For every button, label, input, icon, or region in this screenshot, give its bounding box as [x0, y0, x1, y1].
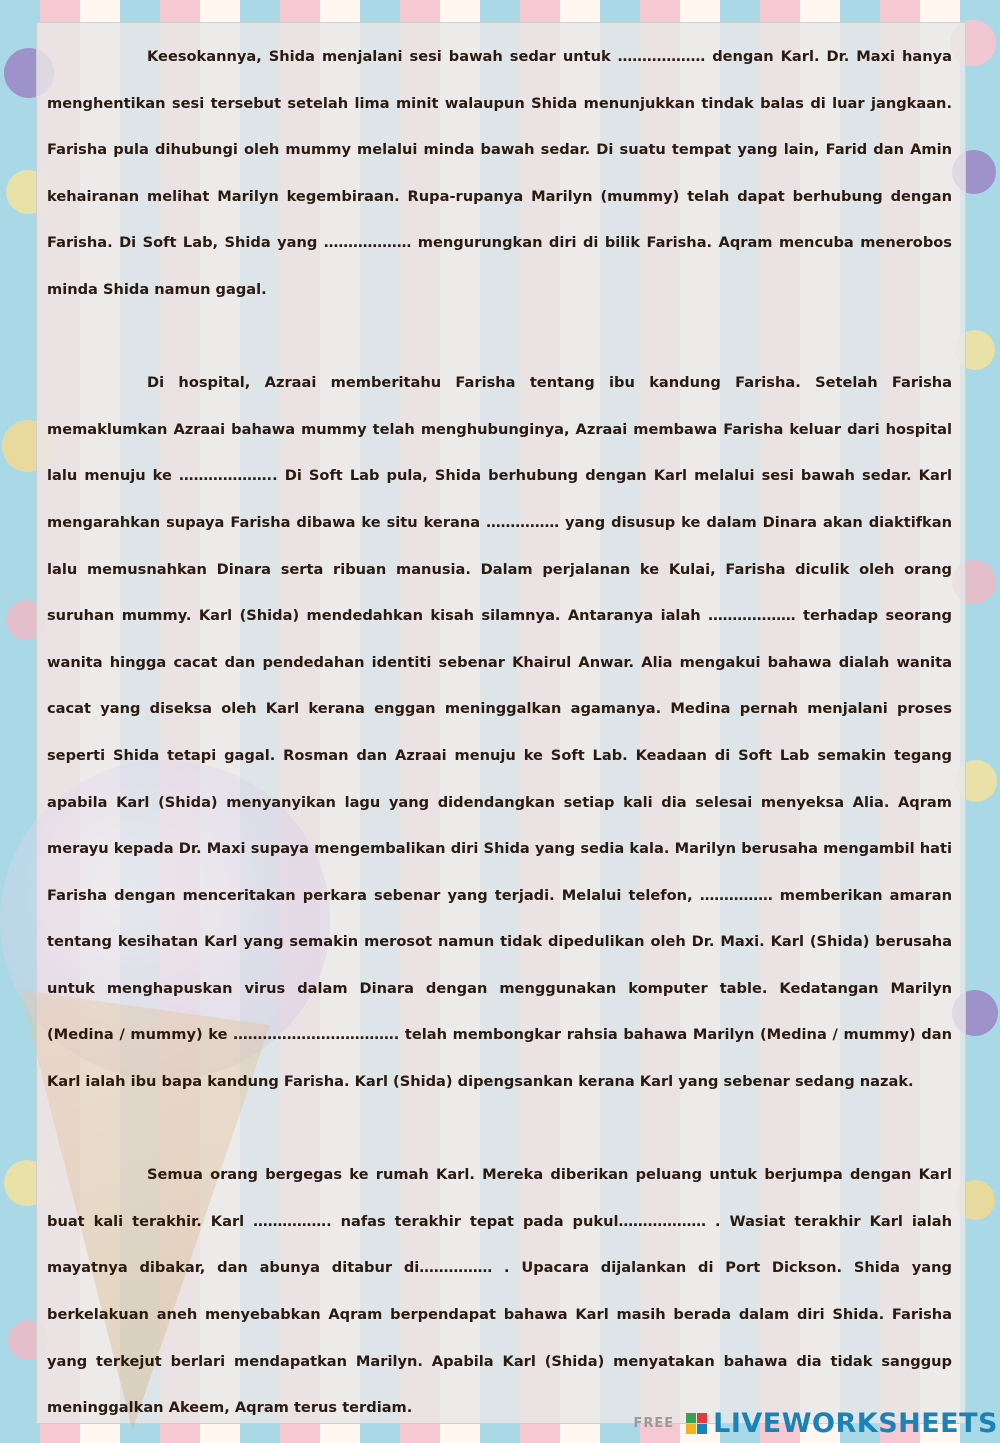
- footer-small-text: FREE: [633, 1415, 675, 1431]
- paragraph-1: Keesokannya, Shida menjalani sesi bawah sedar untuk ……………… dengan Karl. Dr. Maxi hanya menghentikan sesi tersebut setelah lima minit walaupun Shida menunjukkan tindak balas di luar jangkaan. Farisha pula dihubungi oleh mummy melalui minda bawah sedar. Di suatu tempat yang lain, Farid dan Amin kehairanan melihat Marilyn kegembiraan. Rupa-rupanya Marilyn (mummy) telah dapat berhubung dengan Farisha. Di Soft Lab, Shida yang ……………… mengurungkan diri di bilik Farisha. Aqram mencuba menerobos minda Shida namun gagal.: [47, 48, 952, 298]
- paragraph-2: Di hospital, Azraai memberitahu Farisha tentang ibu kandung Farisha. Setelah Farisha memaklumkan Azraai bahawa mummy telah menghubunginya, Azraai membawa Farisha keluar dari hospital lalu menuju ke ……………….. Di Soft Lab pula, Shida berhubung dengan Karl melalui sesi bawah sedar. Karl mengarahkan supaya Farisha dibawa ke situ kerana …………… yang disusup ke dalam Dinara akan diaktifkan lalu memusnahkan Dinara serta ribuan manusia. Dalam perjalanan ke Kulai, Farisha diculik oleh orang suruhan mummy. Karl (Shida) mendedahkan kisah silamnya. Antaranya ialah ……………… terhadap seorang wanita hingga cacat dan pendedahan identiti sebenar Khairul Anwar. Alia mengakui bahawa dialah wanita cacat yang diseksa oleh Karl kerana enggan meninggalkan agamanya. Medina pernah menjalani proses seperti Shida tetapi gagal. Rosman dan Azraai menuju ke Soft Lab. Keadaan di Soft Lab semakin tegang apabila Karl (Shida) menyanyikan lagu yang didendangkan setiap kali dia selesai menyeksa Alia. Aqram merayu kepada Dr. Maxi supaya mengembalikan diri Shida yang sedia kala. Marilyn berusaha mengambil hati Farisha dengan menceritakan perkara sebenar yang terjadi. Melalui telefon, …………… memberikan amaran tentang kesihatan Karl yang semakin merosot namun tidak dipedulikan oleh Dr. Maxi. Karl (Shida) berusaha untuk menghapuskan virus dalam Dinara dengan menggunakan komputer table. Kedatangan Marilyn (Medina / mummy) ke ……………………………. telah membongkar rahsia bahawa Marilyn (Medina / mummy) dan Karl ialah ibu bapa kandung Farisha. Karl (Shida) dipengsankan kerana Karl yang sebenar sedang nazak.: [47, 374, 952, 1091]
- liveworksheets-brand: LIVEWORKSHEETS: [713, 1407, 998, 1439]
- worksheet-text: [47, 34, 952, 1432]
- liveworksheets-logo-icon: [686, 1413, 707, 1434]
- footer-watermark: [634, 1405, 999, 1441]
- paragraph-3: Semua orang bergegas ke rumah Karl. Mereka diberikan peluang untuk berjumpa dengan Karl buat kali terakhir. Karl ……………. nafas terakhir tepat pada pukul……………… . Wasiat terakhir Karl ialah mayatnya dibakar, dan abunya ditabur di…………… . Upacara dijalankan di Port Dickson. Shida yang berkelakuan aneh menyebabkan Aqram berpendapat bahawa Karl masih berada dalam diri Shida. Farisha yang terkejut berlari mendapatkan Marilyn. Apabila Karl (Shida) menyatakan bahawa dia tidak sanggup meninggalkan Akeem, Aqram terus terdiam.: [47, 1166, 952, 1417]
